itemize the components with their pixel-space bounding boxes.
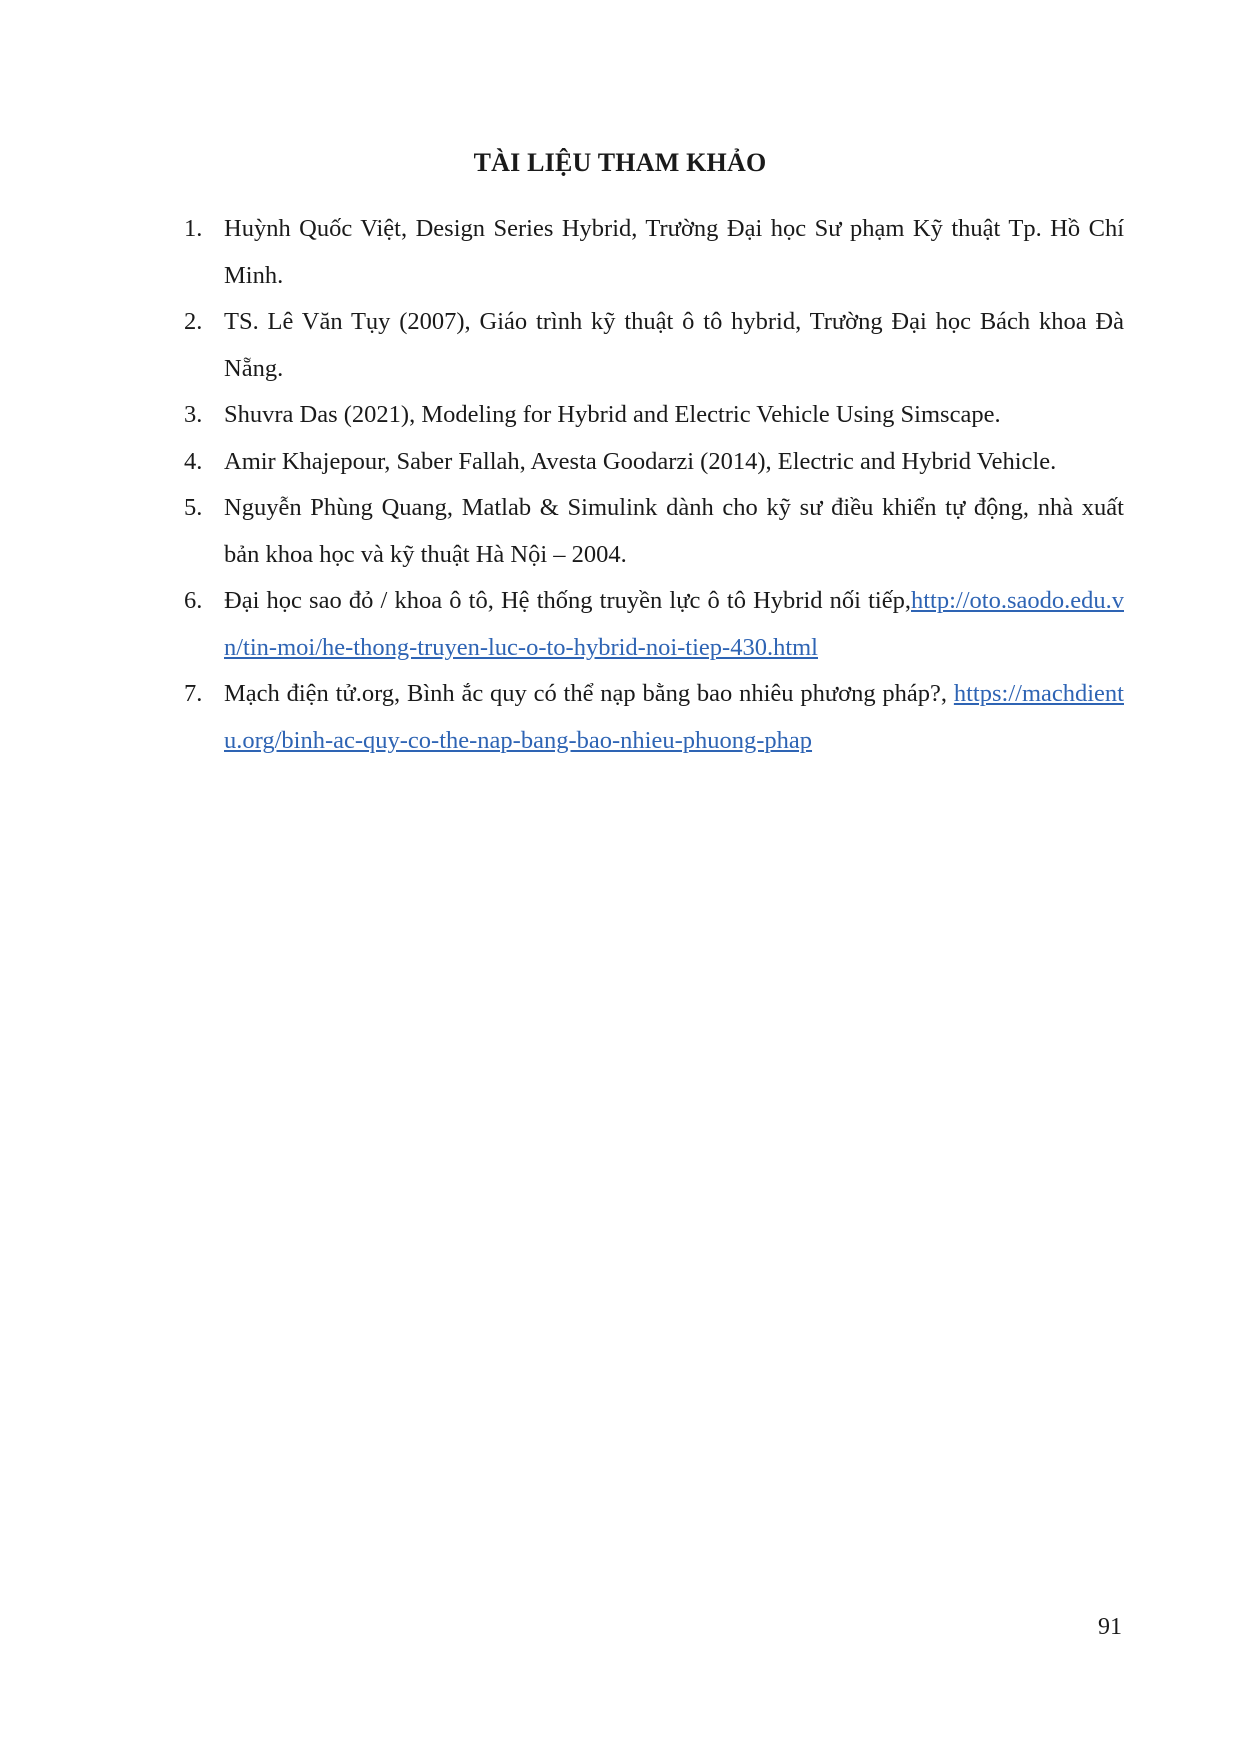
reference-number: 1. xyxy=(184,215,203,242)
reference-link[interactable]: https://machdientu.org/binh-ac-quy-co-the-nap-bang-bao-nhieu-phuong-phap xyxy=(224,680,1124,754)
page-number: 91 xyxy=(1098,1614,1122,1640)
reference-item-4 xyxy=(184,439,1124,486)
reference-text: Nguyễn Phùng Quang, Matlab & Simulink dành cho kỹ sư điều khiển tự động, nhà xuất bản khoa học và kỹ thuật Hà Nội – 2004. xyxy=(224,494,1124,568)
reference-item-7 xyxy=(184,671,1124,764)
reference-item-2 xyxy=(184,299,1124,392)
reference-text: TS. Lê Văn Tụy (2007), Giáo trình kỹ thuật ô tô hybrid, Trường Đại học Bách khoa Đà Nẵng. xyxy=(224,308,1124,382)
reference-item-1 xyxy=(184,206,1124,299)
reference-text: Mạch điện tử.org, Bình ắc quy có thể nạp bằng bao nhiêu phương pháp?, xyxy=(224,680,948,707)
reference-number: 3. xyxy=(184,401,203,428)
reference-text: Huỳnh Quốc Việt, Design Series Hybrid, Trường Đại học Sư phạm Kỹ thuật Tp. Hồ Chí Minh. xyxy=(224,215,1124,289)
reference-item-3 xyxy=(184,392,1124,439)
reference-text: Đại học sao đỏ / khoa ô tô, Hệ thống truyền lực ô tô Hybrid nối tiếp, xyxy=(224,587,911,614)
page-title: TÀI LIỆU THAM KHẢO xyxy=(473,148,767,177)
reference-number: 4. xyxy=(184,447,203,475)
reference-text: Amir Khajepour, Saber Fallah, Avesta Goodarzi (2014), Electric and Hybrid Vehicle. xyxy=(224,447,1057,475)
reference-item-5 xyxy=(184,485,1124,578)
reference-number: 2. xyxy=(184,308,203,335)
reference-number: 7. xyxy=(184,680,203,707)
reference-item-6 xyxy=(184,578,1124,671)
reference-number: 6. xyxy=(184,587,203,614)
reference-list xyxy=(184,206,1124,764)
reference-text: Shuvra Das (2021), Modeling for Hybrid and Electric Vehicle Using Simscape. xyxy=(224,401,1001,428)
reference-link[interactable]: http://oto.saodo.edu.vn/tin-moi/he-thong-truyen-luc-o-to-hybrid-noi-tiep-430.html xyxy=(224,587,1124,661)
reference-number: 5. xyxy=(184,494,203,521)
